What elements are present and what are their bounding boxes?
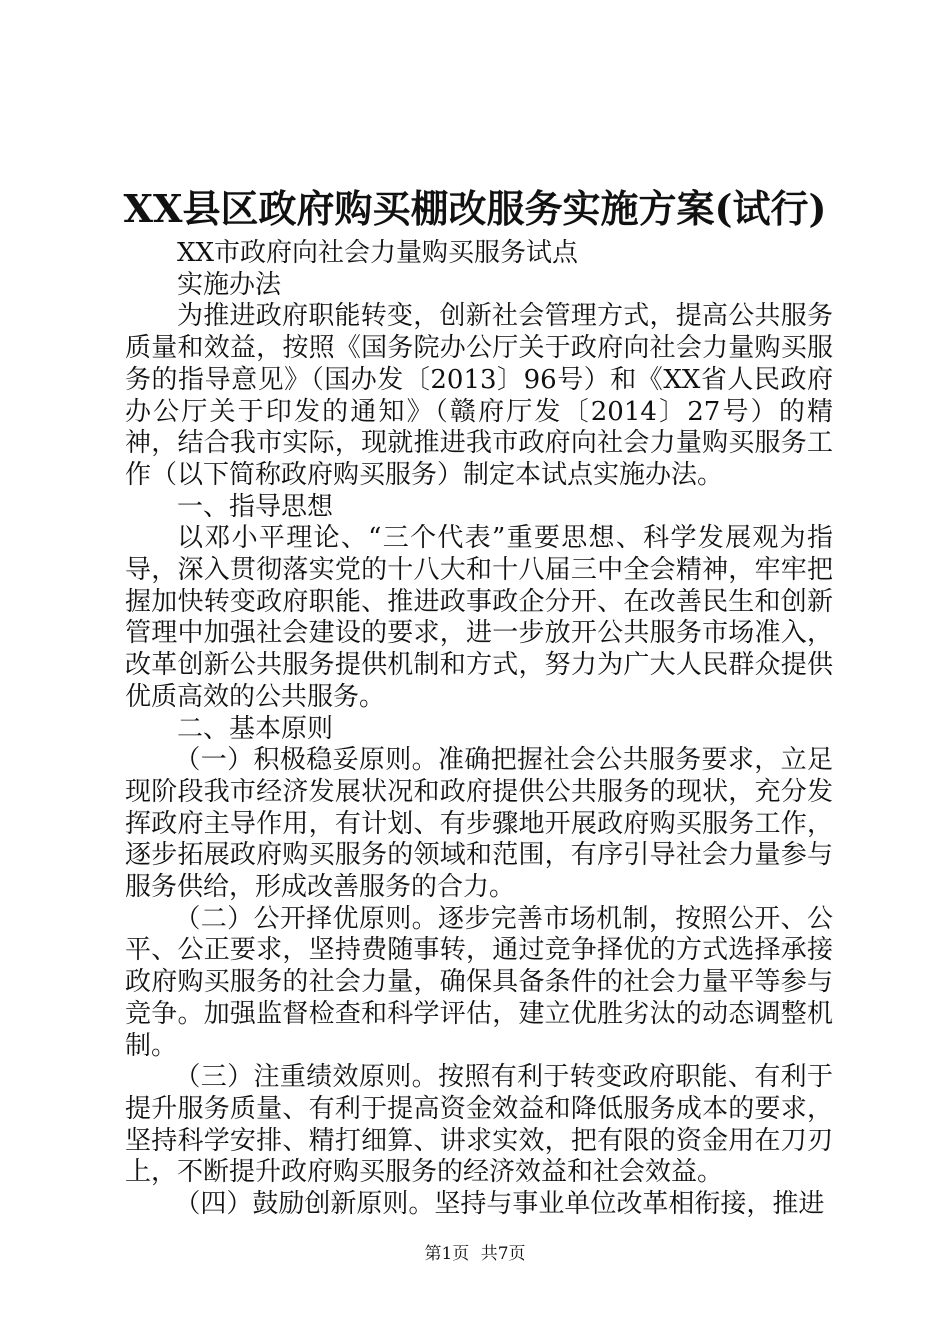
page-number-current: 第1页: [424, 1244, 470, 1264]
principle-1: （一）积极稳妥原则。准确把握社会公共服务要求，立足现阶段我市经济发展状况和政府提供公共服务的现状，充分发挥政府主导作用，有计划、有步骤地开展政府购买服务工作，逐步拓展政府购买服务的领域和范围，有序引导社会力量参与服务供给，形成改善服务的合力。: [125, 745, 833, 903]
section-1-heading: 一、指导思想: [177, 491, 334, 522]
page-number-total: 共7页: [480, 1244, 526, 1264]
principle-2: （二）公开择优原则。逐步完善市场机制，按照公开、公平、公正要求，坚持费随事转，通过竞争择优的方式选择承接政府购买服务的社会力量，确保具备条件的社会力量平等参与竞争。加强监督检查和科学评估，建立优胜劣汰的动态调整机制。: [125, 903, 833, 1061]
subtitle-line-1: XX市政府向社会力量购买服务试点: [177, 238, 579, 268]
section-1-body: 以邓小平理论、“三个代表”重要思想、科学发展观为指导，深入贯彻落实党的十八大和十八届三中全会精神，牢牢把握加快转变政府职能、推进政事政企分开、在改善民生和创新管理中加强社会建设的要求，进一步放开公共服务市场准入，改革创新公共服务提供机制和方式，努力为广大人民群众提供优质高效的公共服务。: [125, 523, 833, 712]
document-title: XX县区政府购买棚改服务实施方案(试行): [123, 186, 827, 231]
subtitle-line-2: 实施办法: [177, 269, 282, 300]
principle-4: （四）鼓励创新原则。坚持与事业单位改革相衔接，推进: [174, 1189, 825, 1220]
page-footer: [0, 1243, 950, 1265]
principle-3: （三）注重绩效原则。按照有利于转变政府职能、有利于提升服务质量、有利于提高资金效益和降低服务成本的要求，坚持科学安排、精打细算、讲求实效，把有限的资金用在刀刃上，不断提升政府购买服务的经济效益和社会效益。: [125, 1062, 833, 1188]
document-body: [125, 238, 833, 1221]
section-2-heading: 二、基本原则: [177, 713, 334, 744]
intro-paragraph: 为推进政府职能转变，创新社会管理方式，提高公共服务质量和效益，按照《国务院办公厅关于政府向社会力量购买服务的指导意见》（国办发〔2013〕96号）和《XX省人民政府办公厅关于印发的通知》（赣府厅发〔2014〕27号）的精神，结合我市实际，现就推进我市政府向社会力量购买服务工作（以下简称政府购买服务）制定本试点实施办法。: [125, 301, 833, 490]
